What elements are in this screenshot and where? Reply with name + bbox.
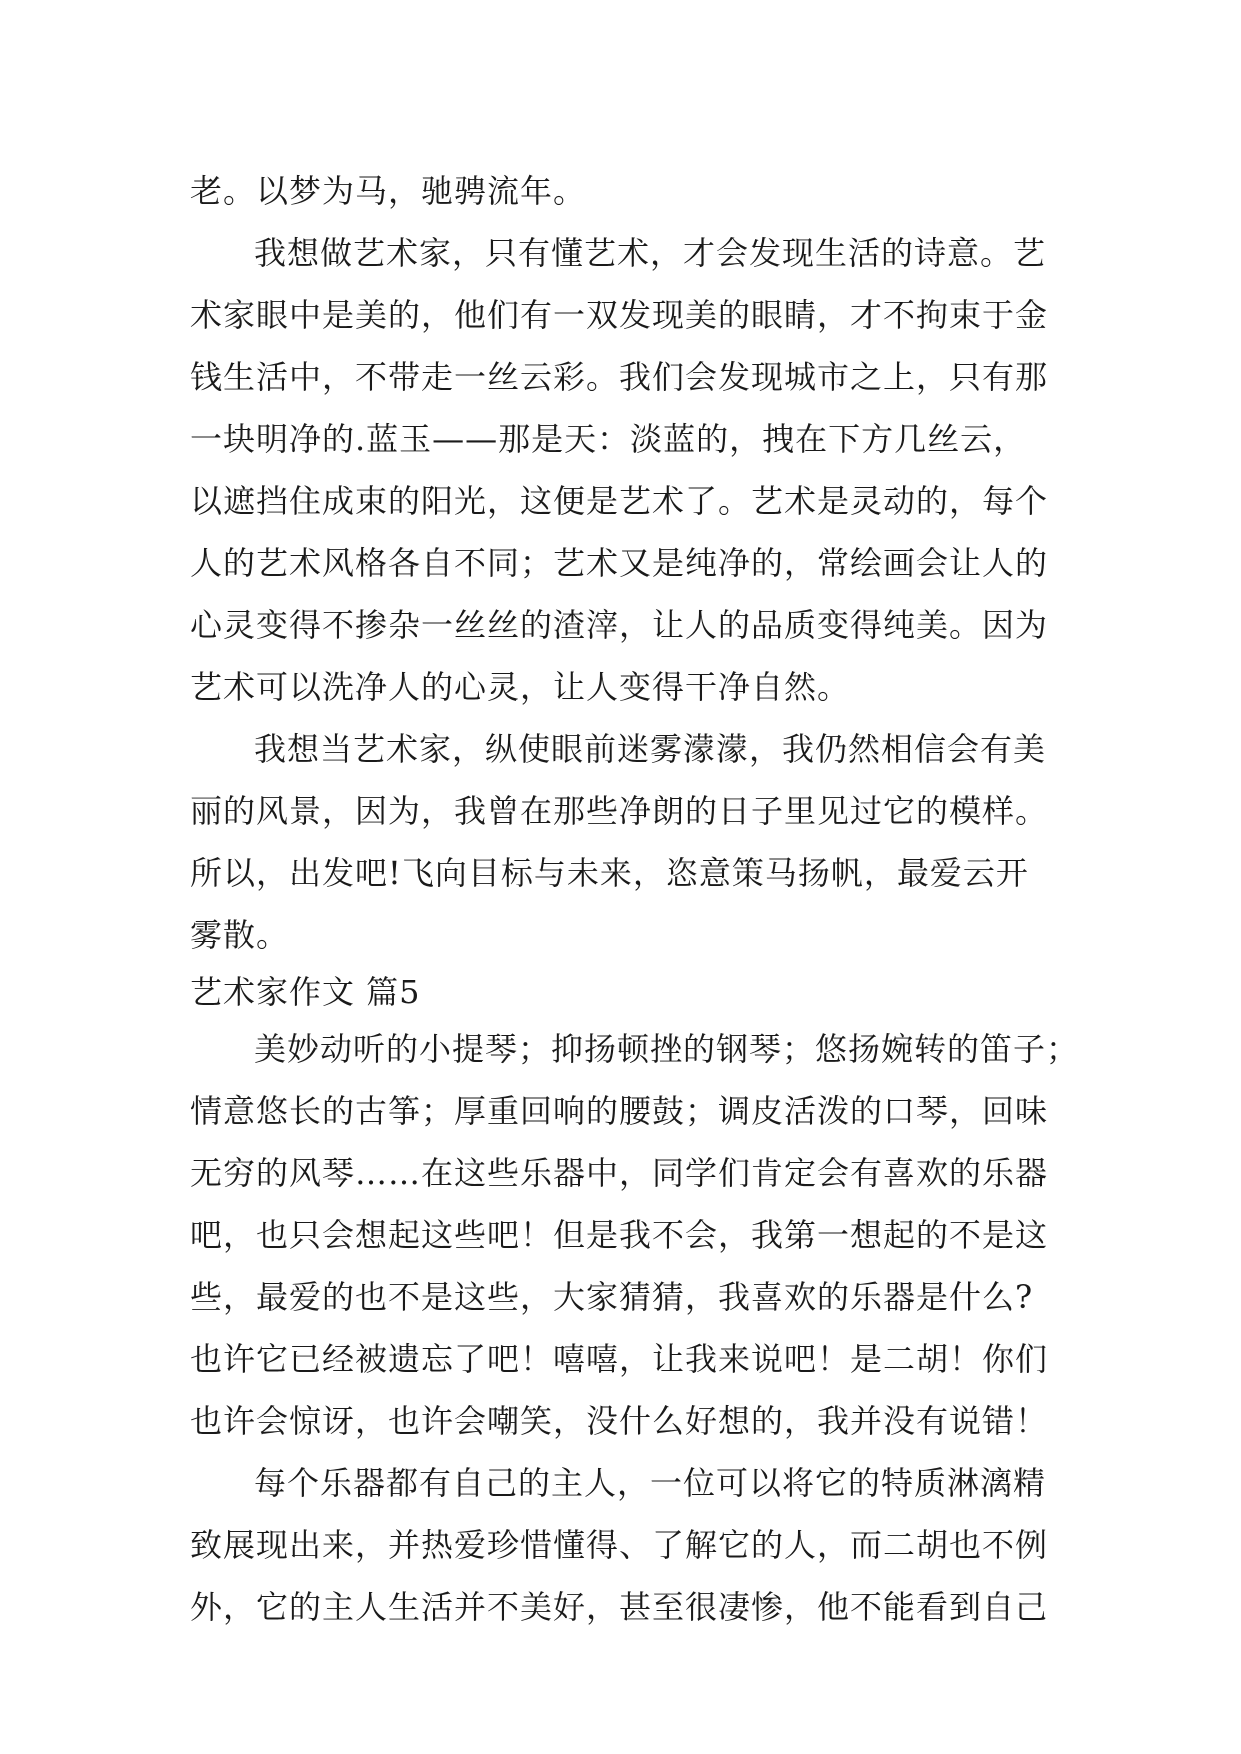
text-line: 也许会惊讶，也许会嘲笑，没什么好想的，我并没有说错！ — [190, 1402, 1049, 1440]
text-line: 一块明净的.蓝玉——那是天：淡蓝的，拽在下方几丝云， — [190, 420, 1027, 458]
text-line: 每个乐器都有自己的主人，一位可以将它的特质淋漓精 — [254, 1464, 1047, 1502]
text-line: 致展现出来，并热爱珍惜懂得、了解它的人，而二胡也不例 — [190, 1526, 1049, 1564]
text-line: 艺术可以洗净人的心灵，让人变得干净自然。 — [190, 668, 851, 706]
text-line: 所以，出发吧!飞向目标与未来，恣意策马扬帆，最爱云开 — [190, 854, 1029, 892]
text-line: 雾散。 — [190, 916, 290, 954]
text-line: 无穷的风琴……在这些乐器中，同学们肯定会有喜欢的乐器 — [190, 1154, 1049, 1192]
text-line: 术家眼中是美的，他们有一双发现美的眼睛，才不拘束于金 — [190, 296, 1049, 334]
paragraph — [190, 1452, 1070, 1638]
text-line: 钱生活中，不带走一丝云彩。我们会发现城市之上，只有那 — [190, 358, 1049, 396]
document-body — [190, 160, 1080, 1638]
paragraph — [190, 1018, 1080, 1452]
paragraph — [190, 718, 1070, 966]
paragraph — [190, 222, 1070, 718]
paragraph — [190, 160, 1070, 222]
text-line: 丽的风景，因为，我曾在那些净朗的日子里见过它的模样。 — [190, 792, 1049, 830]
text-line: 情意悠长的古筝；厚重回响的腰鼓；调皮活泼的口琴，回味 — [190, 1092, 1049, 1130]
text-line: 我想做艺术家，只有懂艺术，才会发现生活的诗意。艺 — [254, 234, 1047, 272]
text-line: 老。以梦为马，驰骋流年。 — [190, 172, 587, 210]
text-line: 人的艺术风格各自不同；艺术又是纯净的，常绘画会让人的 — [190, 544, 1049, 582]
text-line: 以遮挡住成束的阳光，这便是艺术了。艺术是灵动的，每个 — [190, 482, 1049, 520]
text-line: 些，最爱的也不是这些，大家猜猜，我喜欢的乐器是什么? — [190, 1278, 1034, 1316]
text-line: 也许它已经被遗忘了吧！嘻嘻，让我来说吧！是二胡！你们 — [190, 1340, 1049, 1378]
text-line: 吧，也只会想起这些吧！但是我不会，我第一想起的不是这 — [190, 1216, 1049, 1254]
text-line: 我想当艺术家，纵使眼前迷雾濛濛，我仍然相信会有美 — [254, 730, 1047, 768]
text-line: 心灵变得不掺杂一丝丝的渣滓，让人的品质变得纯美。因为 — [190, 606, 1049, 644]
section-heading: 艺术家作文 篇5 — [190, 973, 421, 1011]
text-line: 外，它的主人生活并不美好，甚至很凄惨，他不能看到自己 — [190, 1588, 1049, 1626]
text-line: 美妙动听的小提琴；抑扬顿挫的钢琴；悠扬婉转的笛子； — [254, 1030, 1080, 1068]
